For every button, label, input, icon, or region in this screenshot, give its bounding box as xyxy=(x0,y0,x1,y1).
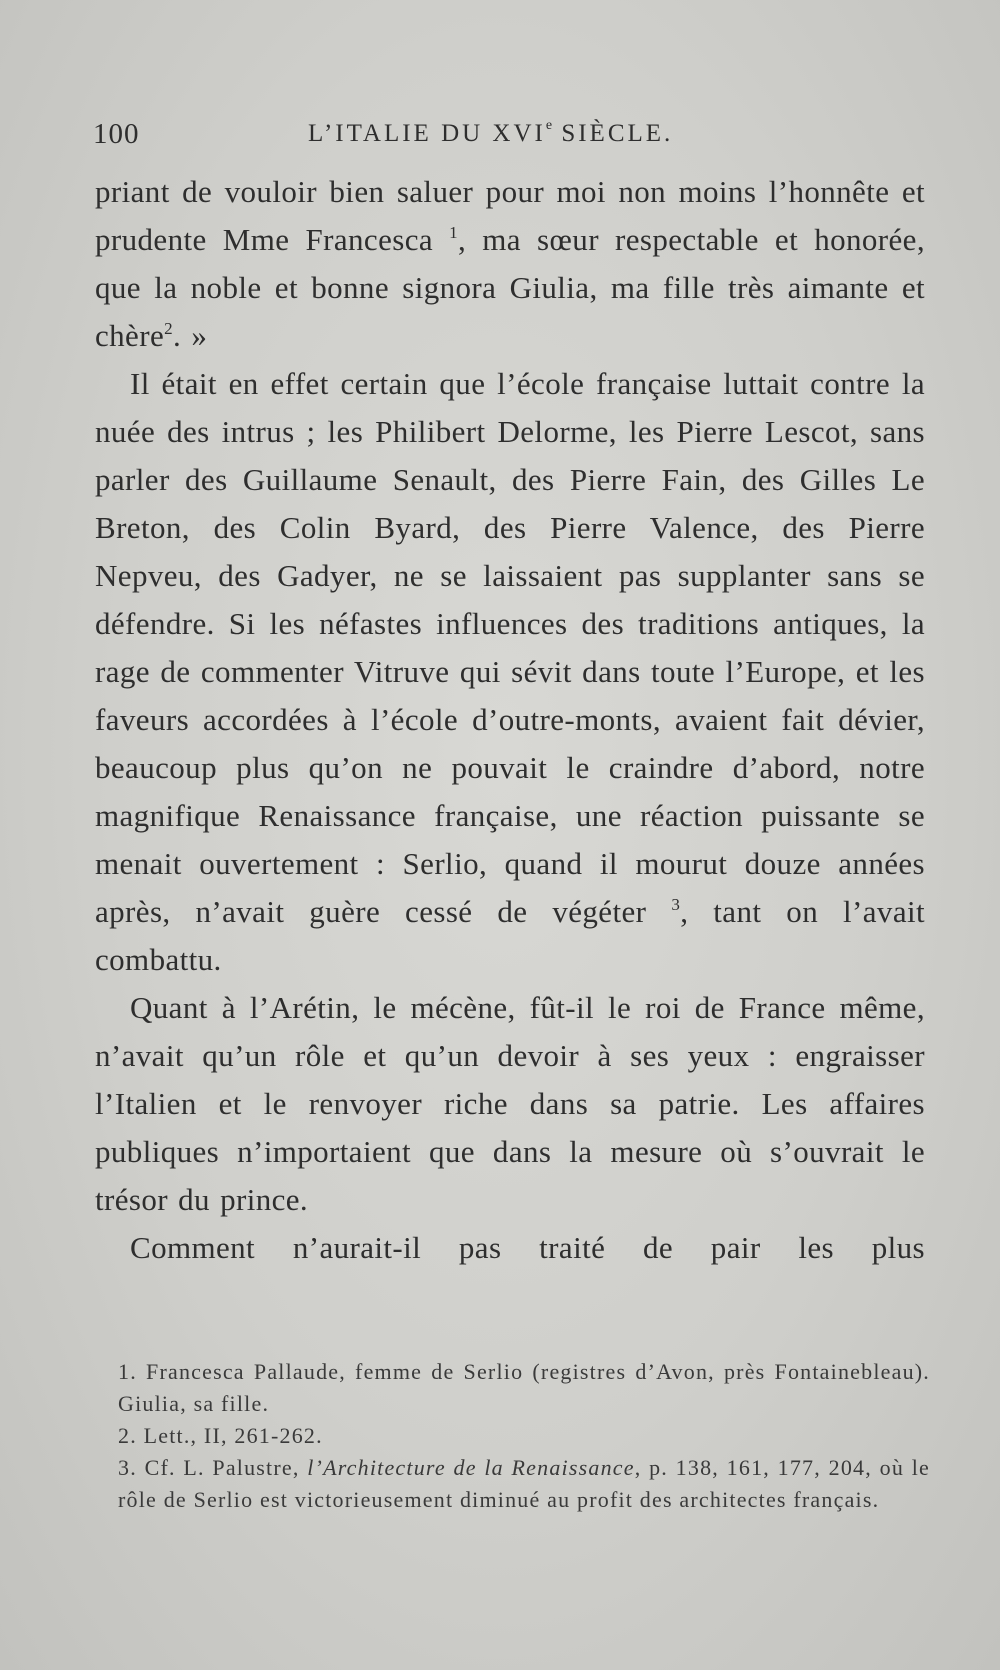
footnote-2: 2. Lett., II, 261-262. xyxy=(118,1423,323,1448)
footnotes xyxy=(118,1356,930,1516)
footnote-ref-1: 1 xyxy=(449,223,459,242)
paragraph-2-text-b: , tant on l’avait combattu. xyxy=(95,894,926,977)
paragraph-4: Comment n’aurait-il pas traité de pair les plus xyxy=(130,1230,925,1265)
paragraph-3: Quant à l’Arétin, le mécène, fût-il le roi de France même, n’avait qu’un rôle et qu’un devoir à ses yeux : engraisser l’Italien et le renvoyer riche dans sa patrie. Les affaires publiques n’importaient que dans la mesure où s’ouvrait le trésor du prince. xyxy=(95,990,925,1217)
body-text xyxy=(95,168,925,1272)
paragraph-1-text-a: priant de vouloir bien saluer pour moi non moins l’honnête et prudente Mme Francesca xyxy=(95,174,925,257)
footnote-ref-2: 2 xyxy=(164,319,174,338)
footnote-1: 1. Francesca Pallaude, femme de Serlio (registres d’Avon, près Fontainebleau). Giulia, sa fille. xyxy=(118,1359,930,1416)
footnote-ref-3: 3 xyxy=(671,895,681,914)
running-head-superscript: e xyxy=(545,118,553,133)
footnote-3-text-b: , p. 138, 161, 177, 204, où le rôle de Serlio est victorieusement diminué au profit des architectes français. xyxy=(118,1455,930,1512)
page-header xyxy=(93,118,703,158)
running-head-text: L’ITALIE DU XVI xyxy=(308,120,546,147)
running-head xyxy=(308,118,673,148)
footnote-3-title: l’Architecture de la Renaissance xyxy=(307,1455,635,1480)
paragraph-2-text-a: Il était en effet certain que l’école française luttait contre la nuée des intrus ; les Philibert Delorme, les Pierre Lescot, sans parler des Guillaume Senault, des Pierre Fain, des Gilles Le Breton, des Colin Byard, des Pierre Valence, des Pierre Nepveu, des Gadyer, ne se laissaient pas supplanter sans se défendre. Si les néfastes influences des traditions antiques, la rage de commenter Vitruve qui sévit dans toute l’Europe, et les faveurs accordées à l’école d’outre-monts, avaient fait dévier, beaucoup plus qu’on ne pouvait le craindre d’abord, notre magnifique Renaissance française, une réaction puissante se menait ouvertement : Serlio, quand il mourut douze années après, n’avait guère cessé de végéter xyxy=(95,366,925,929)
paragraph-1 xyxy=(95,168,925,360)
footnote-3 xyxy=(118,1452,930,1516)
paragraph-1-text-c: . » xyxy=(173,318,208,353)
paragraph-1-text-b: , ma sœur respectable et honorée, que la noble et bonne signora Giulia, ma fille très aimante et chère xyxy=(95,222,925,353)
paragraph-2 xyxy=(95,360,925,984)
page-number: 100 xyxy=(93,118,140,150)
running-head-text-end: SIÈCLE. xyxy=(552,120,674,147)
footnote-3-text-a: 3. Cf. L. Palustre, xyxy=(118,1455,308,1480)
